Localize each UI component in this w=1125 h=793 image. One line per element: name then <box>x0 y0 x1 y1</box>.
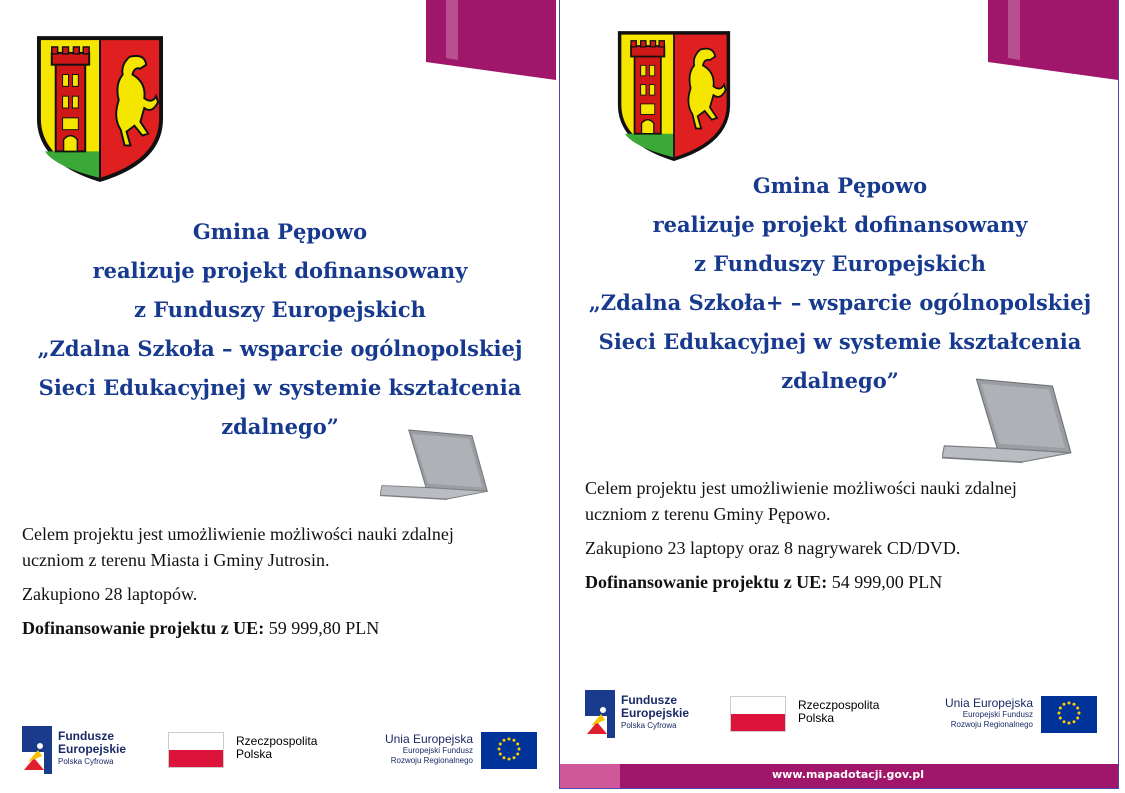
laptop-image <box>942 365 1080 475</box>
fundusze-europejskie-icon <box>22 726 52 774</box>
gmina-crest <box>617 30 731 162</box>
eu-flag-icon <box>481 732 537 769</box>
logo-unia-europejska <box>877 696 1097 744</box>
purchase-text: Zakupiono 28 laptopów. <box>22 584 198 604</box>
logo-fe-line: Fundusze <box>621 693 677 707</box>
project-description <box>22 521 542 649</box>
eu-flag-icon <box>1041 696 1097 733</box>
funding-line <box>585 569 1105 595</box>
funding-label: Dofinansowanie projektu z UE: <box>22 618 265 638</box>
funding-logos <box>585 690 1097 740</box>
poster-jutrosin <box>0 0 556 793</box>
description-line: Celem projektu jest umożliwienie możliwości nauki zdalnej <box>585 478 1017 498</box>
logo-fe-line: Polska Cyfrowa <box>58 757 114 766</box>
headline-line: Gmina Pępowo <box>192 219 368 244</box>
fundusze-europejskie-icon <box>585 690 615 738</box>
funding-value: 54 999,00 PLN <box>827 572 943 592</box>
footer-url-link[interactable]: www.mapadotacji.gov.pl <box>772 768 925 781</box>
logo-eu-line: Rozwoju Regionalnego <box>950 720 1033 729</box>
funding-value: 59 999,80 PLN <box>264 618 380 638</box>
logo-fe-line: Europejskie <box>621 706 690 720</box>
magenta-corner-decoration <box>426 0 556 85</box>
footer-bar <box>560 764 1118 788</box>
description-line: uczniom z terenu Gminy Pępowo. <box>585 504 831 524</box>
funding-label: Dofinansowanie projektu z UE: <box>585 572 828 592</box>
purchase-text: Zakupiono 23 laptopy oraz 8 nagrywarek CD/DVD. <box>585 538 961 558</box>
headline-line: z Funduszy Europejskich <box>134 297 426 322</box>
logo-pl-line: Rzeczpospolita <box>236 734 318 748</box>
logo-fe-line: Europejskie <box>58 742 127 756</box>
magenta-corner-decoration <box>988 0 1118 85</box>
laptop-image <box>380 425 495 503</box>
logo-eu-line: Europejski Fundusz <box>962 710 1033 719</box>
logo-eu-line: Rozwoju Regionalnego <box>390 756 473 765</box>
description-line: uczniom z terenu Miasta i Gminy Jutrosin. <box>22 550 330 570</box>
logo-eu-line: Unia Europejska <box>944 696 1033 710</box>
description-line: Celem projektu jest umożliwienie możliwości nauki zdalnej <box>22 524 454 544</box>
logo-pl-line: Polska <box>798 711 835 725</box>
poster-pepowo <box>559 0 1119 789</box>
gmina-crest <box>36 34 164 184</box>
headline-line: Gmina Pępowo <box>752 173 928 198</box>
headline-line: realizuje projekt dofinansowany <box>92 258 468 283</box>
headline-line: realizuje projekt dofinansowany <box>652 212 1028 237</box>
logo-fe-line: Polska Cyfrowa <box>621 721 677 730</box>
headline-line: „Zdalna Szkoła – wsparcie ogólnopolskiej <box>37 336 523 361</box>
logo-eu-line: Europejski Fundusz <box>402 746 473 755</box>
logo-pl-line: Rzeczpospolita <box>798 698 880 712</box>
logo-eu-line: Unia Europejska <box>384 732 473 746</box>
project-description <box>585 475 1105 603</box>
logo-pl-line: Polska <box>236 747 273 761</box>
headline-line: zdalnego” <box>781 368 899 393</box>
logo-fe-line: Fundusze <box>58 729 114 743</box>
funding-line <box>22 615 542 641</box>
logo-unia-europejska <box>317 732 537 780</box>
headline-line: Sieci Edukacyjnej w systemie kształcenia <box>38 375 522 400</box>
polish-flag-icon <box>730 696 786 732</box>
headline-line: z Funduszy Europejskich <box>694 251 986 276</box>
headline <box>0 212 556 446</box>
headline-line: Sieci Edukacyjnej w systemie kształcenia <box>598 329 1082 354</box>
funding-logos <box>22 726 537 776</box>
headline-line: zdalnego” <box>221 414 339 439</box>
polish-flag-icon <box>168 732 224 768</box>
headline-line: „Zdalna Szkoła+ – wsparcie ogólnopolskiej <box>588 290 1092 315</box>
